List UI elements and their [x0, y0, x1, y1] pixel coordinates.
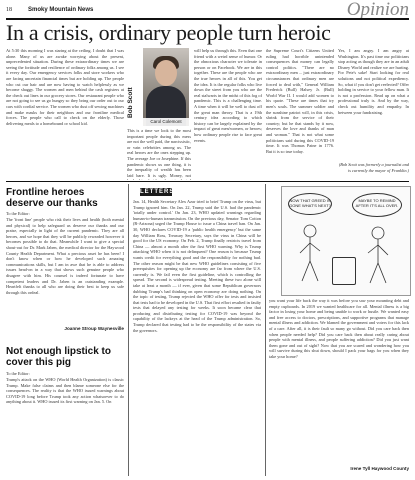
letters-tag: LETTERS — [140, 189, 175, 195]
section-title: Opinion — [346, 0, 409, 20]
cartoon-figure-2 — [366, 225, 390, 285]
cartoon-bubble-1: NOW THAT GREED IS GONE WHAT'S NEXT? — [288, 193, 332, 215]
letter5b-signature: Irene Tyll Haywood County — [350, 466, 409, 471]
editorial-cartoon — [281, 186, 411, 296]
photo-head — [155, 60, 177, 86]
letter5b-body: you want your life back the way it was before you saw your mounting debt and empty cupboards. In 2019 we wanted healthcare for all. Mental illness is a big factor in losing your home and being unable to work or hustle. We wanted easy and free access to doctors, prescriptions, and supportive programs that manage mental illness and addiction. We blamed the government and voters for this lack of a care. After all, it is their fault so many go without. Did you care back then when people needed help? Did you care back then about really caring about people with mental illness, and people suffering addiction? Did you just want them gone and out of sight? Now that you are scared and wondering how you will survive during this shut down, should I pack your bags for you when they take your home? — [269, 298, 409, 359]
columnist-photo — [143, 48, 189, 126]
headline: In a crisis, ordinary people turn heroic — [6, 20, 331, 45]
letter1-salutation: To the Editor: — [6, 211, 30, 216]
page-number: 18 — [6, 7, 12, 13]
letter1-signature: Joanne Stroup Waynesville — [64, 326, 124, 331]
publication-name: Smoky Mountain News — [28, 7, 94, 13]
column-divider-1 — [128, 184, 129, 476]
byline — [127, 48, 139, 124]
article-col-3: This is a time we look to the most important people during this mess are not the well paid, the narcissistic, or vain celebrities among us. The real heroes are the ones stepping up. The average Joe or Josephine. If this pandemic shows us one thing, it is the inequality of wealth has been laid bare. It is ugly. Money, not — [127, 128, 191, 178]
letter3-body: Jan. 14, Health Secretary Alex Azar tried to brief Trump on the virus, but Trump ignored him. On Jan. 22, Trump said the U.S. had the pandemic 'totally under control.' On Jan. 23, WHO updated warnings regarding human-to-human transmission. On the previous day, Senator Tom Cotton (R-Arizona) urged the Trump House to issue a China travel ban. On Jan. 30, WHO declares COVID-19 a 'public health emergency' but the same day William Ross, Treasury Secretary, says the virus in China will be good for the US economy. On Feb. 2, Trump finally restricts travel from China — almost a month after the first WHO warning. Why is Trump attacking WHO when it is not delinquent? One reason is because Trump wants credit for everything good and the responsibility for nothing bad. The other reason might be that new WHO guidelines consisting of five prerequisites for opening up the economy are far from where the U.S. currently is. We fail even the first guideline, which is controlling the spread. The second is widespread testing. Meeting these two alone will take at least a month — if ever, given that some Republican governors dubbing Trump's bad thinking on open economy are doing nothing. On the topic of testing, Trump rejected the WHO offer for tests and insisted that tests had to be developed in the U.S. That first effort resulted in faulty tests that delayed any testing for weeks. It soon became clear that producing and distributing testing for COVID-19 was beyond the capability of the lackeys at the head of the Trump administration. So, Trump declared that testing had to be the responsibility of the states via the governors. — [133, 199, 261, 333]
column-signoff: (Bob Scott was formerly a journalist and is currently the mayor of Franklin.) — [338, 162, 409, 173]
byline-text: Bob Scott — [127, 87, 134, 118]
article-col-5: Yes, I am angry. I am angry at Washington. It's past time our politicians stop acting as though they are in an adult Disney World and realize we are hurting. For Pete's sake! Start looking for real solutions and not political expediency. So, what if you don't get reelected? Offer holding in service to your fellow man. It is not a profession. Read up on what a professional truly is. And by the way, check out humility and empathy. In between your fundraising. — [338, 48, 409, 115]
letter2-body: Trump's attack on the WHO (World Health Organization) is classic Trump. Make false claims and then blame someone else for the consequences. The reality is that the WHO issued warnings about COVID-19 long before Trump took any action whatsoever to do anything about it. WHO issued its first warning on Jan. 5. On — [6, 377, 124, 405]
column-divider-2 — [265, 184, 266, 476]
letter2-salutation: To the Editor: — [6, 371, 30, 376]
cartoon-figure-1 — [298, 223, 322, 283]
section-rule — [6, 181, 409, 182]
cartoon-trash-can — [332, 257, 356, 285]
article-col-1: At 5:30 this morning I was staring at the ceiling. I doubt that I was alone. Many of us are awake worrying about the present, unprecedented situation. During these extraordinary times we are seeing the fortitude and resilience of ordinary folks among us. I see it every day. Our emergency services folks and store workers who are facing uncertain financial times but are holding up. The people who cut our hair and are now having to watch helplessly as we become shaggy. The women and men behind the cash registers at the check out lines in our grocery stores. Our restaurant people who are not going to see us go hungry so they bring our order out to our cars with cordial service. The women who dust off sewing machines and make masks for their neighbors and our frontline medical forces. The people who call to check on the elderly. Those delivering meals to a homebound or school kid. — [6, 48, 124, 126]
article-col-2: will help us through this. Even that one friend with a weird sense of humor. Or the obnoxious character we tolerate in person or on Facebook. We are in this together. These are the people who are the true heroes in all of this. You get the idea. It is the regular folks who live down the street from you who are the real stalwarts in the midst of this fog of pandemic. This is a challenging time. A time when it will be well to dust off the great man theory. That is a 19th century idea according to which history can be largely explained by the impact of great men/women, or heroes; how ordinary people rise to face great events. — [194, 48, 262, 143]
photo-caption: Carol Colemont — [143, 118, 189, 126]
article-col-4: the Supreme Court's Citizens United ruling had horrible unintended consequences that money can legally control politics. "There are no extraordinary men ... just extraordinary circumstances that ordinary men are forced to deal with," General William Frederick (Bull) Halsey Jr. (Bull) World War II. I would add women to his quote. "These are times that try men's souls. The summer soldier and the sunshine patriot will, in this crisis, shrink from the service of their country; but he that stands by it now, deserves the love and thanks of man and woman." That is not what some politicians said during this COVID-19 time. It was Thomas Paine in 1776. But it is so true today. — [266, 48, 334, 154]
page-header — [6, 2, 409, 18]
cartoon-bubble-2: MAYBE TO REMIND AFTER IT'S ALL OVER. — [352, 193, 402, 217]
letter1-headline: Frontline heroes deserve our thanks — [6, 187, 98, 209]
letter2-headline: Not enough lipstick to cover this pig — [6, 346, 111, 368]
letter1-body: The 'front line' people who risk their lives and health (both mental and physical) to help safeguard us deserve our thanks and our praise, especially in light of the current pandemic. They are all heroes, and we hope that they will be publicly rewarded however it becomes possible to do that. Meanwhile I want to give a special shout-out for Dr. Mark Jaben, the medical director for the Haywood County Health Department. What a precious asset he has been! I don't know when or how he developed such amazing communications skills, but I am in awe that he is able to address issues head-on in a way that shows such genuine people who disagree with him. His counsel is indeed fortunate to have competent leaders and Dr. Jaben is an outstanding example. Heartfelt thanks to all who are doing their best to keep us safe through this ordeal. — [6, 217, 124, 295]
